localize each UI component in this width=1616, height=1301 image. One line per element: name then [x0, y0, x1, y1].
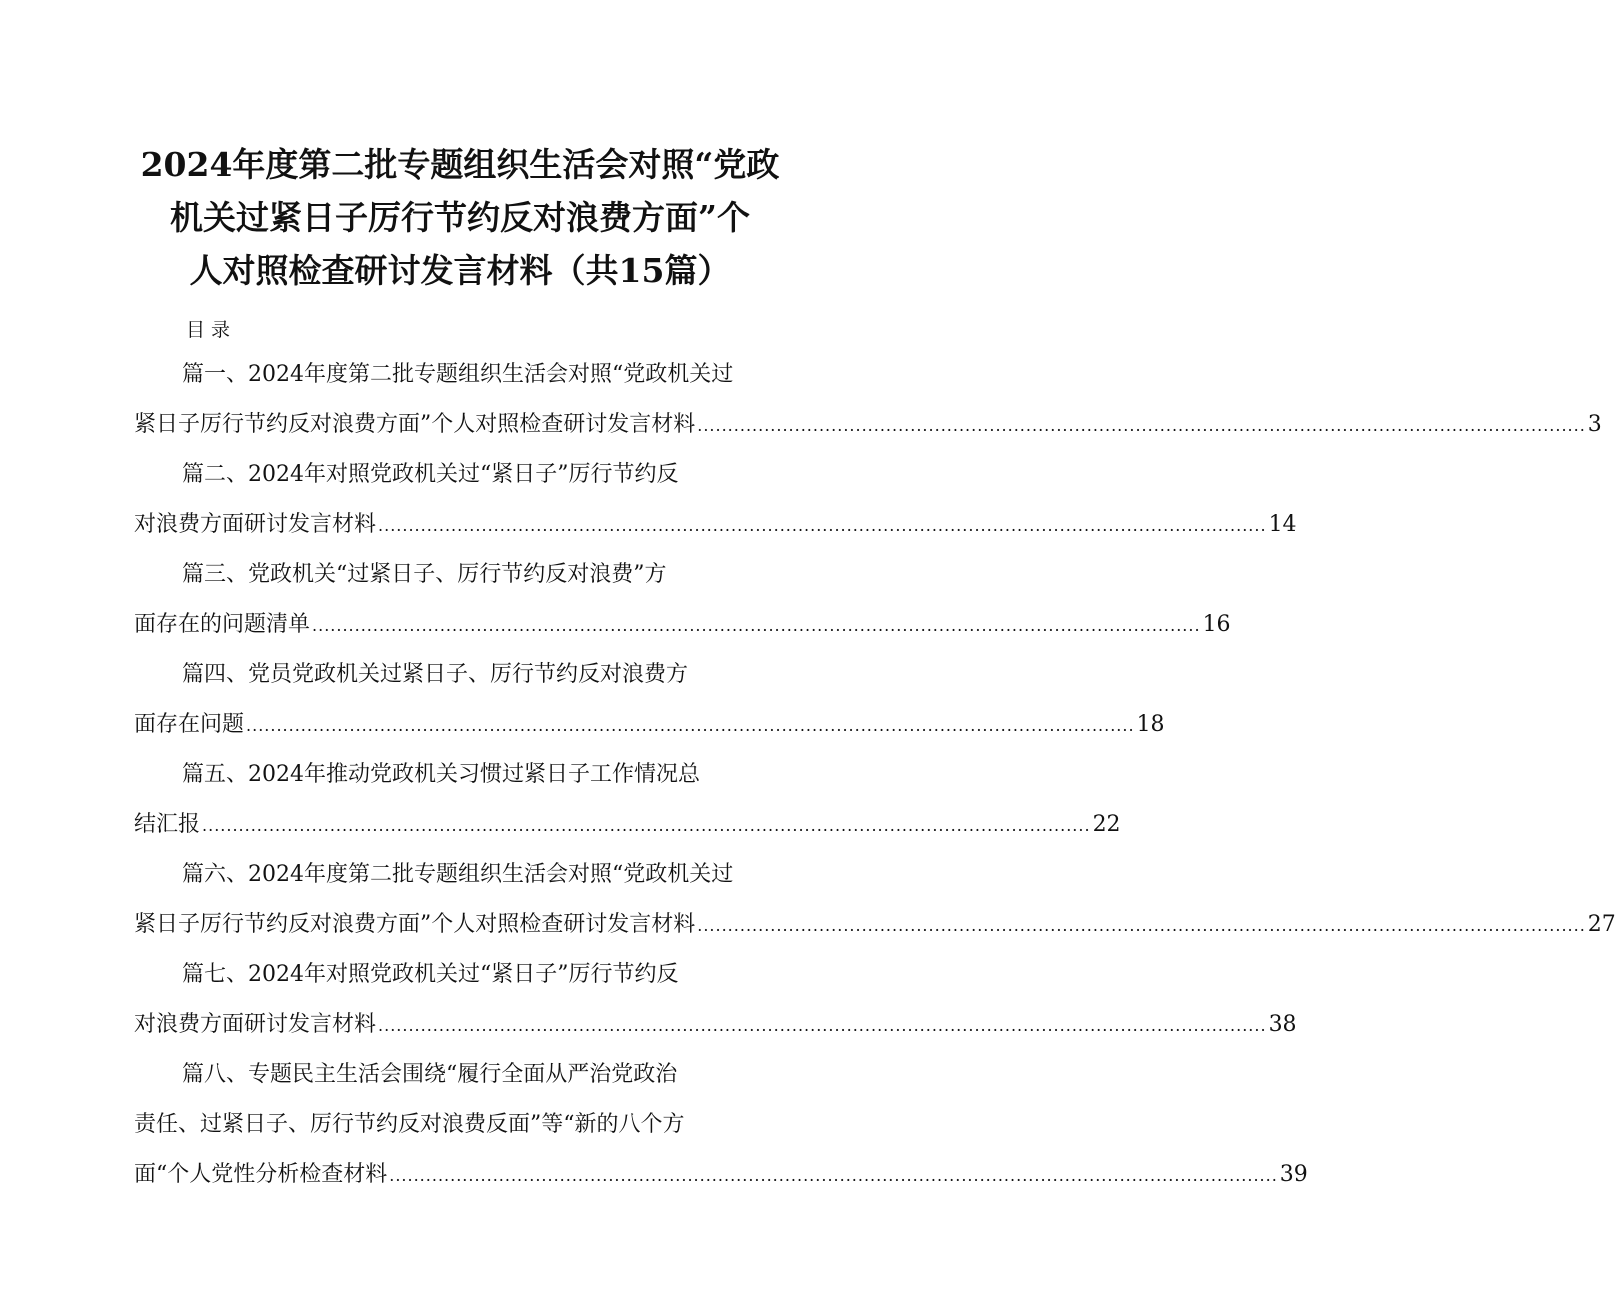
toc-entry-line: 责任、过紧日子、厉行节约反对浪费反面”等“新的八个方 — [134, 1112, 685, 1137]
toc-entry-line: 篇八、专题民主生活会围绕“履行全面从严治党政治 — [182, 1062, 678, 1087]
toc-entry-line: 篇六、2024年度第二批专题组织生活会对照“党政机关过 — [182, 862, 734, 887]
toc-entry-text: 结汇报 — [134, 812, 201, 837]
title-line-1: 2024年度第二批专题组织生活会对照“党政 — [140, 145, 780, 184]
toc-page-number: 22 — [1092, 812, 1121, 837]
toc-entry-last-line — [0, 1000, 1297, 1050]
toc-entry-last-line — [0, 500, 1297, 550]
toc-entry-line: 篇二、2024年对照党政机关过“紧日子”厉行节约反 — [182, 462, 679, 487]
toc-entry-last-line — [0, 600, 1231, 650]
toc-heading: 目录 — [186, 319, 237, 341]
toc-page-number: 39 — [1279, 1162, 1308, 1187]
toc-leader-dots: .................................................................................................................................................. — [697, 916, 1586, 935]
toc-entry-last-line — [0, 400, 1602, 450]
table-of-contents — [0, 350, 1616, 1200]
toc-entry[interactable] — [0, 550, 1231, 650]
toc-leader-dots: .................................................................................................................................................. — [378, 1016, 1267, 1035]
title-line-3: 人对照检查研讨发言材料（共15篇） — [189, 251, 731, 290]
toc-entry[interactable] — [0, 1050, 1308, 1200]
toc-page-number: 18 — [1136, 712, 1165, 737]
toc-entry-last-line — [0, 700, 1165, 750]
toc-entry-last-line — [0, 800, 1121, 850]
toc-entry[interactable] — [0, 850, 1616, 950]
toc-entry[interactable] — [0, 750, 1121, 850]
toc-entry-last-line — [0, 1150, 1308, 1200]
toc-entry-text: 对浪费方面研讨发言材料 — [134, 512, 377, 537]
toc-leader-dots: .................................................................................................................................................. — [312, 616, 1201, 635]
toc-entry-text: 面存在问题 — [134, 712, 245, 737]
toc-entry-text: 对浪费方面研讨发言材料 — [134, 1012, 377, 1037]
toc-page-number: 16 — [1202, 612, 1231, 637]
document-title — [110, 138, 810, 297]
toc-entry-line: 篇四、党员党政机关过紧日子、厉行节约反对浪费方 — [182, 662, 689, 687]
toc-leader-dots: .................................................................................................................................................. — [202, 816, 1091, 835]
toc-entry[interactable] — [0, 650, 1165, 750]
toc-entry-text: 紧日子厉行节约反对浪费方面”个人对照检查研讨发言材料 — [134, 412, 696, 437]
toc-entry-line: 篇三、党政机关“过紧日子、厉行节约反对浪费”方 — [182, 562, 667, 587]
toc-entry-line: 篇五、2024年推动党政机关习惯过紧日子工作情况总 — [182, 762, 700, 787]
toc-entry[interactable] — [0, 350, 1602, 450]
toc-entry-text: 面“个人党性分析检查材料 — [134, 1162, 388, 1187]
toc-page-number: 14 — [1268, 512, 1297, 537]
toc-leader-dots: .................................................................................................................................................. — [697, 416, 1586, 435]
toc-leader-dots: .................................................................................................................................................. — [389, 1166, 1278, 1185]
title-line-2: 机关过紧日子厉行节约反对浪费方面”个 — [170, 198, 750, 237]
toc-entry-text: 紧日子厉行节约反对浪费方面”个人对照检查研讨发言材料 — [134, 912, 696, 937]
toc-entry-last-line — [0, 900, 1616, 950]
toc-entry-line: 篇七、2024年对照党政机关过“紧日子”厉行节约反 — [182, 962, 679, 987]
toc-leader-dots: .................................................................................................................................................. — [378, 516, 1267, 535]
toc-leader-dots: .................................................................................................................................................. — [246, 716, 1135, 735]
toc-page-number: 27 — [1587, 912, 1616, 937]
toc-entry-text: 面存在的问题清单 — [134, 612, 311, 637]
toc-entry[interactable] — [0, 450, 1297, 550]
toc-entry[interactable] — [0, 950, 1297, 1050]
toc-page-number: 38 — [1268, 1012, 1297, 1037]
toc-entry-line: 篇一、2024年度第二批专题组织生活会对照“党政机关过 — [182, 362, 734, 387]
toc-page-number: 3 — [1587, 412, 1602, 437]
